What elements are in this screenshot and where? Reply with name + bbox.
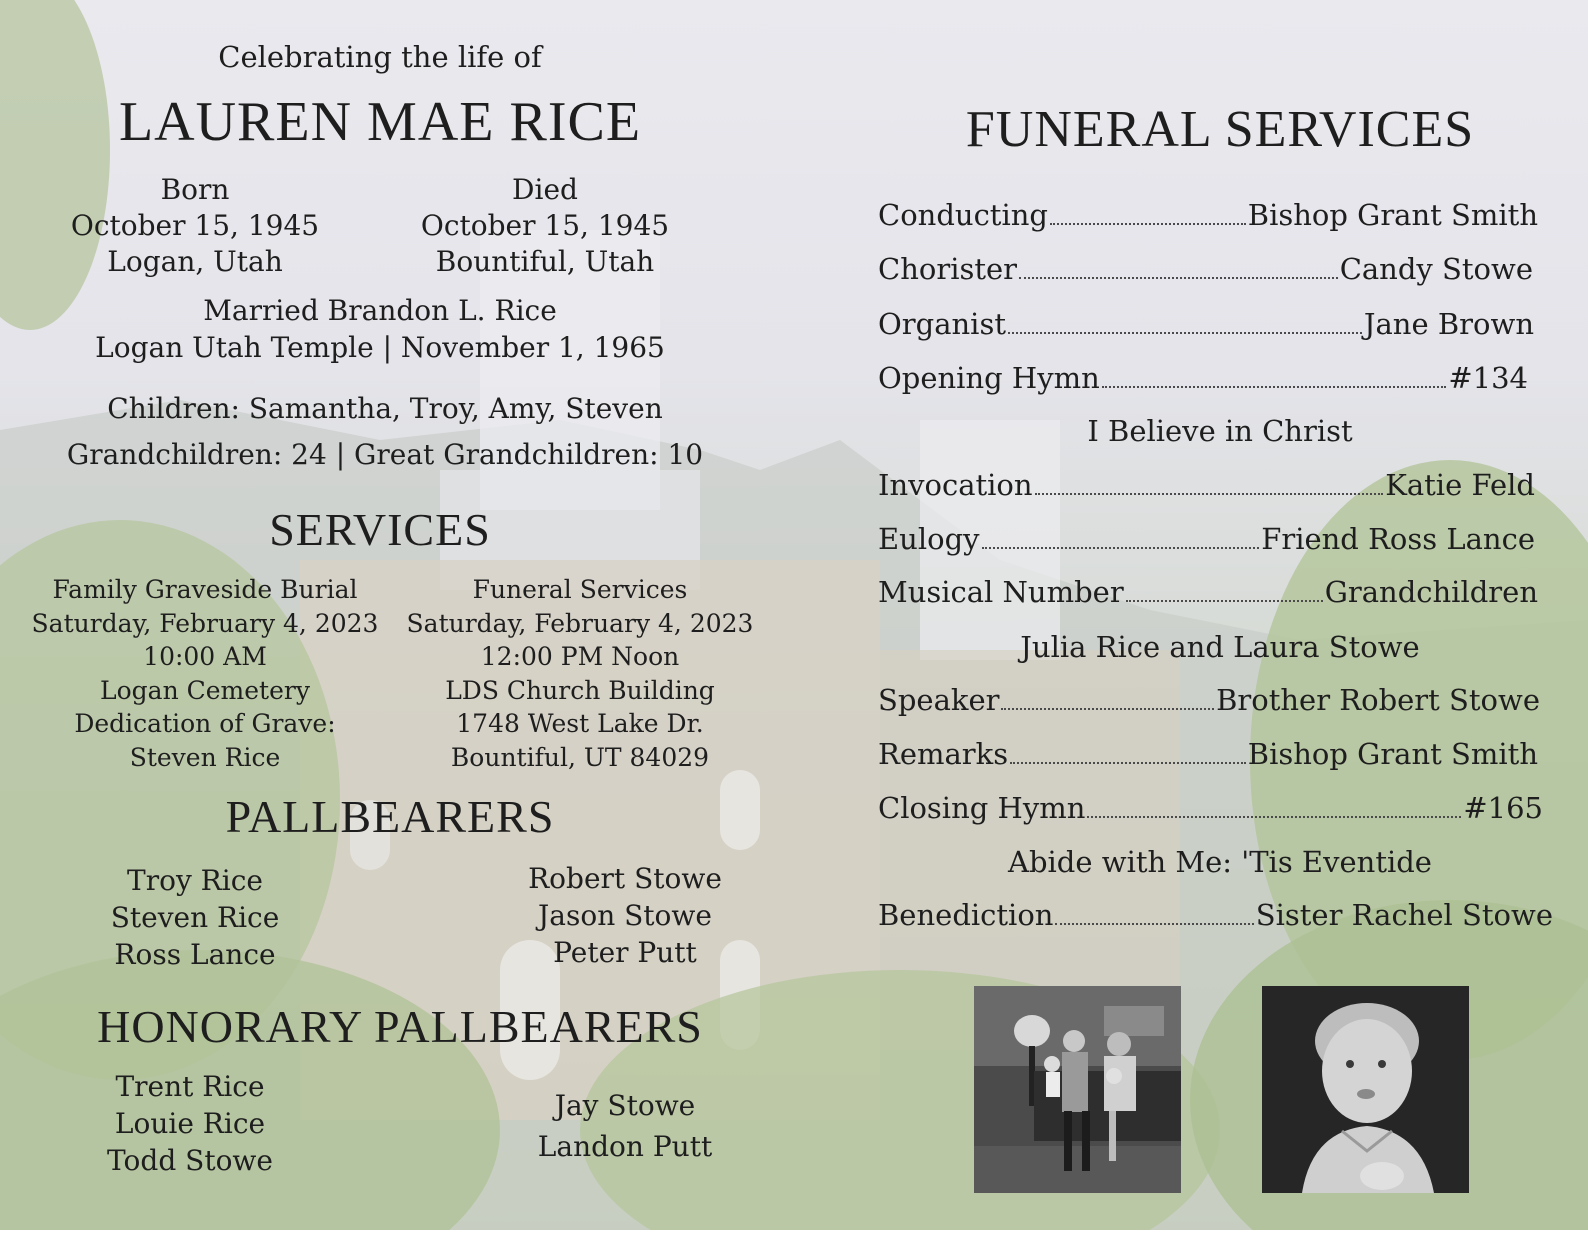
program-value: Katie Feld xyxy=(1385,468,1535,502)
program-value: Brother Robert Stowe xyxy=(1216,683,1540,717)
dot-leader xyxy=(1019,276,1338,279)
dot-leader xyxy=(1102,385,1447,388)
honorary-name: Todd Stowe xyxy=(107,1144,273,1177)
program-label: Eulogy xyxy=(878,522,980,556)
program-label: Speaker xyxy=(878,683,1000,717)
program-value: Sister Rachel Stowe xyxy=(1255,898,1553,932)
dot-leader xyxy=(982,546,1260,549)
program-label: Conducting xyxy=(878,198,1048,232)
dot-leader xyxy=(1035,492,1384,495)
died-date: October 15, 1945 xyxy=(420,209,670,242)
temple-date-line: Logan Utah Temple | November 1, 1965 xyxy=(95,331,665,364)
honorary-left xyxy=(60,1068,320,1179)
dot-leader xyxy=(1010,761,1246,764)
funeral-line: 1748 West Lake Dr. xyxy=(456,709,704,738)
program-row-organist xyxy=(878,307,1534,347)
married-line: Married Brandon L. Rice xyxy=(203,294,557,327)
closing-hymn-title: Abide with Me: 'Tis Eventide xyxy=(1008,845,1432,879)
honorary-name: Landon Putt xyxy=(537,1130,713,1163)
born-date: October 15, 1945 xyxy=(70,209,320,242)
program-label: Musical Number xyxy=(878,575,1124,609)
pallbearers-right xyxy=(480,860,770,971)
funeral-line: 12:00 PM Noon xyxy=(480,642,680,671)
died-label: Died xyxy=(512,173,578,206)
program-value: Bishop Grant Smith xyxy=(1247,737,1538,771)
dot-leader xyxy=(1008,331,1362,334)
dot-leader xyxy=(1050,222,1246,225)
pallbearer-name: Peter Putt xyxy=(553,936,697,969)
funeral-line: LDS Church Building xyxy=(445,675,715,705)
program-row-musical-number xyxy=(878,575,1538,615)
program-value: Grandchildren xyxy=(1324,575,1538,609)
graveside-block xyxy=(20,573,390,774)
graveside-line: 10:00 AM xyxy=(143,642,267,671)
program-row-remarks xyxy=(878,737,1538,777)
funeral-line: Funeral Services xyxy=(472,575,688,604)
pallbearer-name: Jason Stowe xyxy=(538,899,712,932)
program-row-closing-hymn xyxy=(878,791,1543,831)
program-row-opening-hymn xyxy=(878,361,1528,401)
program-row-eulogy xyxy=(878,522,1535,562)
died-block xyxy=(400,172,690,280)
pallbearers-heading: PALLBEARERS xyxy=(225,791,555,842)
funeral-line: Bountiful, UT 84029 xyxy=(450,742,710,772)
graveside-line: Logan Cemetery xyxy=(100,675,310,705)
musical-performers: Julia Rice and Laura Stowe xyxy=(1020,630,1420,664)
honorary-name: Jay Stowe xyxy=(554,1089,696,1122)
honorary-name: Louie Rice xyxy=(114,1107,266,1140)
program-label: Opening Hymn xyxy=(878,361,1100,395)
funeral-line: Saturday, February 4, 2023 xyxy=(406,608,754,638)
graveside-line: Saturday, February 4, 2023 xyxy=(31,608,379,638)
children-line: Children: Samantha, Troy, Amy, Steven xyxy=(107,392,663,425)
program-label: Closing Hymn xyxy=(878,791,1086,825)
marriage-block xyxy=(60,292,700,366)
program-row-conducting xyxy=(878,198,1538,238)
opening-hymn-title: I Believe in Christ xyxy=(1087,414,1353,448)
born-label: Born xyxy=(160,173,230,206)
program-value: #134 xyxy=(1448,361,1528,395)
program-value: Friend Ross Lance xyxy=(1261,522,1535,556)
program-label: Remarks xyxy=(878,737,1009,771)
program-value: #165 xyxy=(1463,791,1543,825)
deceased-name: LAUREN MAE RICE xyxy=(118,91,642,153)
grandchildren-line: Grandchildren: 24 | Great Grandchildren: 10 xyxy=(66,438,704,471)
dot-leader xyxy=(1126,599,1323,602)
program-row-benediction xyxy=(878,898,1553,938)
program-value: Jane Brown xyxy=(1363,307,1534,341)
pallbearer-name: Steven Rice xyxy=(110,901,280,934)
pallbearer-name: Ross Lance xyxy=(114,938,276,971)
program-row-chorister xyxy=(878,252,1533,292)
dot-leader xyxy=(1001,707,1214,710)
honorary-heading: HONORARY PALLBEARERS xyxy=(97,1001,703,1052)
graveside-line: Family Graveside Burial xyxy=(52,575,358,604)
graveside-line: Dedication of Grave: xyxy=(74,709,336,738)
born-place: Logan, Utah xyxy=(107,245,283,278)
intro-text: Celebrating the life of xyxy=(218,40,542,74)
program-label: Benediction xyxy=(878,898,1054,932)
family-photo xyxy=(974,986,1181,1193)
died-place: Bountiful, Utah xyxy=(435,245,655,278)
pallbearer-name: Robert Stowe xyxy=(528,862,722,895)
child-photo xyxy=(1262,986,1469,1193)
pallbearers-left xyxy=(60,862,330,973)
program-label: Chorister xyxy=(878,252,1018,286)
honorary-right xyxy=(480,1085,770,1167)
dot-leader xyxy=(1055,922,1253,925)
program-label: Invocation xyxy=(878,468,1033,502)
born-block xyxy=(60,172,330,280)
graveside-line: Steven Rice xyxy=(129,742,281,772)
dot-leader xyxy=(1087,815,1461,818)
services-heading: SERVICES xyxy=(269,504,491,555)
honorary-name: Trent Rice xyxy=(115,1070,265,1103)
program-row-invocation xyxy=(878,468,1535,508)
funeral-services-heading: FUNERAL SERVICES xyxy=(965,101,1475,158)
program-label: Organist xyxy=(878,307,1006,341)
funeral-block xyxy=(395,573,765,774)
pallbearer-name: Troy Rice xyxy=(127,864,263,897)
program-value: Bishop Grant Smith xyxy=(1247,198,1538,232)
program-value: Candy Stowe xyxy=(1339,252,1533,286)
program-row-speaker xyxy=(878,683,1540,723)
family-block xyxy=(40,386,730,478)
